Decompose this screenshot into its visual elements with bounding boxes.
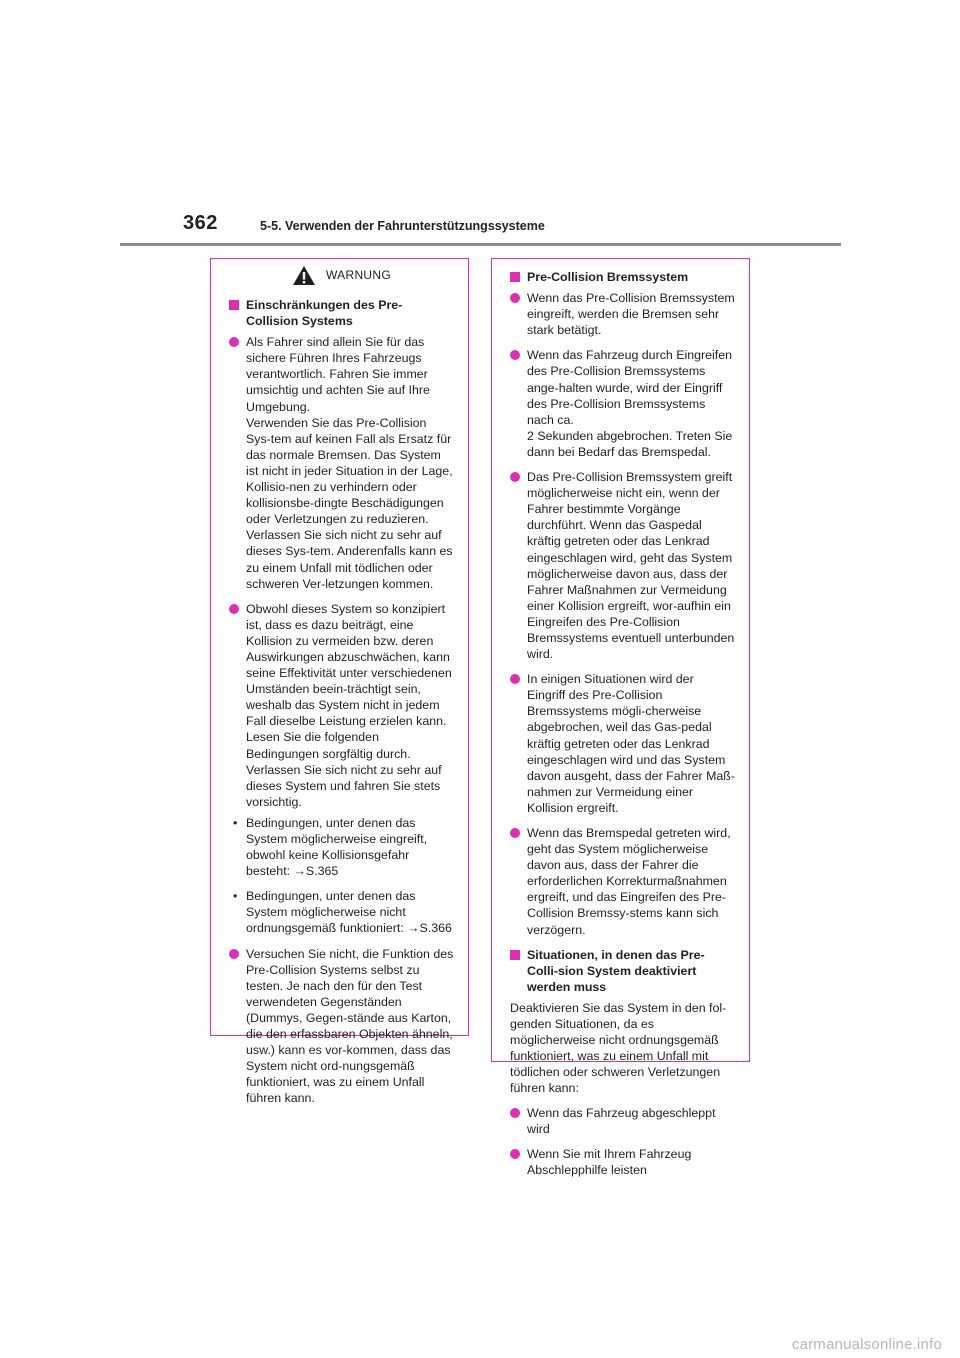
warning-label: WARNUNG — [326, 267, 391, 282]
circle-bullet-icon — [229, 949, 239, 959]
paragraph: Wenn das Bremspedal getreten wird, geht das System möglicherweise davon aus, dass der Fahrer die erforderlichen Korrekturmaßnahmen ergreift, und das Eingreifen des Pre-Collision Bremssy-stems kann sich verzögern. — [527, 826, 731, 937]
list-item — [510, 469, 735, 662]
circle-bullet-icon — [510, 674, 520, 684]
watermark-logo: carmanualsonline.info — [791, 1336, 942, 1353]
section-heading — [510, 269, 735, 285]
paragraph: Verwenden Sie das Pre-Collision Sys-tem auf keinen Fall als Ersatz für das normale Bremsen. Das System ist nicht in jeder Situation in der Lage, Kollisio-nen zu verhindern oder kollisionsbe-dingte Beschädigungen oder Verletzungen zu reduzieren. Verlassen Sie sich nicht zu sehr auf dieses Sys-tem. Anderenfalls kann es zu einem Unfall mit tödlichen oder schweren Ver-letzungen kommen. — [246, 415, 453, 591]
paragraph: Lesen Sie die folgenden Bedingungen sorgfältig durch. Verlassen Sie sich nicht zu sehr auf dieses System und fahren Sie stets vorsichtig. — [246, 730, 442, 809]
paragraph: Wenn Sie mit Ihrem Fahrzeug Abschlepphilfe leisten — [527, 1146, 692, 1177]
paragraph: Bedingungen, unter denen das System möglicherweise eingreift, obwohl keine Kollisionsgefahr besteht: →S.365 — [246, 815, 428, 879]
paragraph: Wenn das Fahrzeug durch Eingreifen des Pre-Collision Bremssystems ange-halten wurde, wird der Eingriff des Pre-Collision Bremssystems nach ca. — [527, 348, 733, 427]
list-item — [229, 334, 454, 592]
circle-bullet-icon — [229, 604, 239, 614]
chapter-title: 5-5. Verwenden der Fahrunterstützungssysteme — [260, 219, 545, 233]
circle-bullet-icon — [510, 472, 520, 482]
info-box — [491, 258, 750, 1177]
list-item — [510, 290, 735, 338]
warning-heading — [229, 297, 454, 329]
page-number: 362 — [183, 212, 218, 234]
warning-heading-text: Einschränkungen des Pre-Collision Systems — [246, 298, 403, 329]
circle-bullet-icon — [510, 1108, 520, 1118]
circle-bullet-icon — [229, 337, 239, 347]
dot-marker-icon: • — [233, 889, 238, 904]
paragraph: Wenn das Fahrzeug abgeschleppt wird — [527, 1105, 716, 1136]
paragraph: 2 Sekunden abgebrochen. Treten Sie dann bei Bedarf das Bremspedal. — [527, 428, 733, 459]
list-item — [510, 347, 735, 460]
paragraph: Versuchen Sie nicht, die Funktion des Pre-Collision Systems selbst zu testen. Je nach den für den Test verwendeten Gegenständen (Dummys, Gegen-stände aus Karton, die den erfassbaren Objekten ähneln, usw.) kann es vor-kommen, dass das System nicht ord-nungsgemäß funktioniert, was zu einem Unfall führen kann. — [246, 946, 454, 1106]
warning-header — [229, 263, 454, 287]
warning-triangle-icon — [292, 265, 316, 286]
square-bullet-icon — [510, 950, 520, 960]
paragraph: Wenn das Pre-Collision Bremssystem eingreift, werden die Bremsen sehr stark betätigt. — [527, 291, 735, 338]
warning-box — [210, 258, 469, 1106]
circle-bullet-icon — [510, 350, 520, 360]
paragraph: Das Pre-Collision Bremssystem greift möglicherweise nicht ein, wenn der Fahrer bestimmte Vorgänge durchführt. Wenn das Gaspedal kräftig getreten oder das Lenkrad eingeschlagen wird, geht das System möglicherweise davon aus, dass der Fahrer Maßnahmen zur Vermeidung einer Kollision ergreift, wor-aufhin ein Eingreifen des Pre-Collision Bremssystems eventuell unterbunden wird. — [527, 470, 735, 662]
paragraph: Obwohl dieses System so konzipiert ist, dass es dazu beiträgt, eine Kollision zu vermeiden bzw. deren Auswirkungen abzuschwächen, kann seine Effektivität unter verschiedenen Umständen beein-trächtigt sein, weshalb das System nicht in jedem Fall dieselbe Leistung erzielen kann. — [246, 601, 452, 729]
circle-bullet-icon — [510, 1149, 520, 1159]
list-item — [229, 946, 454, 1107]
list-item — [510, 671, 735, 816]
paragraph: In einigen Situationen wird der Eingriff des Pre-Collision Bremssystems mögli-cherweise abgebrochen, weil das Gas-pedal kräftig getreten oder das Lenkrad eingeschlagen wird und das System davon ausgeht, dass der Fahrer Maß-nahmen zur Vermeidung einer Kollision ergreift. — [527, 672, 735, 815]
paragraph: Bedingungen, unter denen das System möglicherweise nicht ordnungsgemäß funktioniert: →S.366 — [246, 889, 452, 936]
list-item — [510, 1105, 735, 1137]
paragraph: Deaktivieren Sie das System in den fol-genden Situationen, da es möglicherweise nicht ordnungsgemäß funktioniert, was zu einem Unfall mit tödlichen oder schweren Verletzungen führen kann: — [510, 1000, 727, 1096]
circle-bullet-icon — [510, 828, 520, 838]
square-bullet-icon — [229, 300, 239, 310]
list-item — [229, 601, 454, 810]
sub-list-item — [229, 815, 454, 879]
section-heading-text: Situationen, in denen das Pre-Colli-sion System deaktiviert werden muss — [527, 947, 705, 994]
header-rule — [120, 243, 841, 246]
section-heading — [510, 947, 735, 995]
circle-bullet-icon — [510, 293, 520, 303]
list-item — [510, 825, 735, 938]
section-heading-text: Pre-Collision Bremssystem — [527, 270, 689, 284]
sub-list-item — [229, 888, 454, 936]
paragraph: Als Fahrer sind allein Sie für das sichere Führen Ihres Fahrzeugs verantwortlich. Fahren Sie immer umsichtig und achten Sie auf Ihre Umgebung. — [246, 335, 430, 414]
square-bullet-icon — [510, 272, 520, 282]
dot-marker-icon: • — [233, 815, 238, 830]
paragraph-block — [510, 1000, 735, 1097]
list-item — [510, 1146, 735, 1178]
